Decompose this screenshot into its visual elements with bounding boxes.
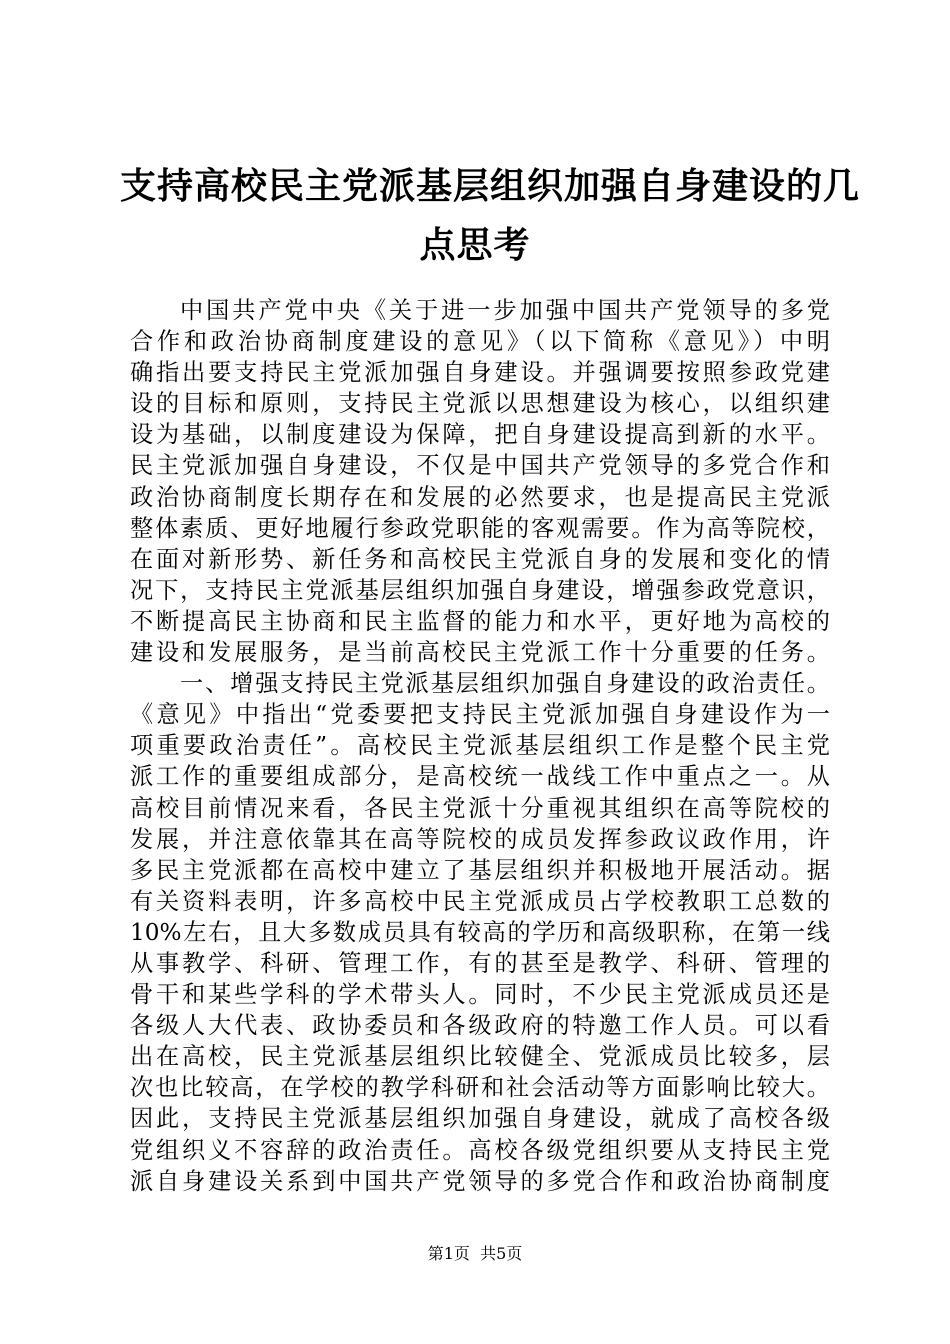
body-text-line: 党组织义不容辞的政治责任。高校各级党组织要从支持民主党 (130, 1136, 830, 1164)
body-text-line: 因此，支持民主党派基层组织加强自身建设，就成了高校各级 (130, 1105, 830, 1133)
body-text-line: 有关资料表明，许多高校中民主党派成员占学校教职工总数的 (130, 887, 830, 915)
body-text-line: 《意见》中指出“党委要把支持民主党派加强自身建设作为一 (130, 701, 830, 729)
body-text-line: 派自身建设关系到中国共产党领导的多党合作和政治协商制度 (130, 1167, 830, 1195)
body-text-line: 不断提高民主协商和民主监督的能力和水平，更好地为高校的 (130, 607, 830, 635)
document-title-line-1: 支持高校民主党派基层组织加强自身建设的几 (120, 165, 861, 207)
body-text-line: 项重要政治责任”。高校民主党派基层组织工作是整个民主党 (130, 732, 830, 760)
body-text-line: 骨干和某些学科的学术带头人。同时，不少民主党派成员还是 (130, 981, 830, 1009)
body-text-line: 出在高校，民主党派基层组织比较健全、党派成员比较多，层 (130, 1043, 830, 1071)
page-footer: 第1页 共5页 (427, 1244, 523, 1263)
document-body (130, 295, 830, 1197)
body-text-line: 确指出要支持民主党派加强自身建设。并强调要按照参政党建 (130, 359, 830, 387)
body-text-line: 政治协商制度长期存在和发展的必然要求，也是提高民主党派 (130, 483, 830, 511)
body-text-line: 高校目前情况来看，各民主党派十分重视其组织在高等院校的 (130, 794, 830, 822)
body-text-line: 整体素质、更好地履行参政党职能的客观需要。作为高等院校， (130, 514, 830, 542)
body-text-line: 民主党派加强自身建设，不仅是中国共产党领导的多党合作和 (130, 452, 830, 480)
body-text-line: 多民主党派都在高校中建立了基层组织并积极地开展活动。据 (130, 856, 830, 884)
body-text-line: 合作和政治协商制度建设的意见》（以下简称《意见》）中明 (130, 328, 830, 356)
body-text-line: 从事教学、科研、管理工作，有的甚至是教学、科研、管理的 (130, 949, 830, 977)
body-text-line: 况下，支持民主党派基层组织加强自身建设，增强参政党意识， (130, 576, 830, 604)
document-title-line-2: 点思考 (419, 224, 531, 266)
body-text-line: 次也比较高，在学校的教学科研和社会活动等方面影响比较大。 (130, 1074, 830, 1102)
body-text-line: 各级人大代表、政协委员和各级政府的特邀工作人员。可以看 (130, 1012, 830, 1040)
body-text-line: 设为基础，以制度建设为保障，把自身建设提高到新的水平。 (130, 421, 830, 449)
body-text-line: 一、增强支持民主党派基层组织加强自身建设的政治责任。 (180, 670, 830, 698)
body-text-line: 设的目标和原则，支持民主党派以思想建设为核心，以组织建 (130, 390, 830, 418)
body-text-line: 发展，并注意依靠其在高等院校的成员发挥参政议政作用，许 (130, 825, 830, 853)
body-text-line: 建设和发展服务，是当前高校民主党派工作十分重要的任务。 (130, 639, 830, 667)
body-text-line: 派工作的重要组成部分，是高校统一战线工作中重点之一。从 (130, 763, 830, 791)
body-text-line: 在面对新形势、新任务和高校民主党派自身的发展和变化的情 (130, 545, 830, 573)
body-text-line: 10%左右，且大多数成员具有较高的学历和高级职称，在第一线 (130, 918, 830, 946)
body-text-line: 中国共产党中央《关于进一步加强中国共产党领导的多党 (180, 297, 830, 324)
